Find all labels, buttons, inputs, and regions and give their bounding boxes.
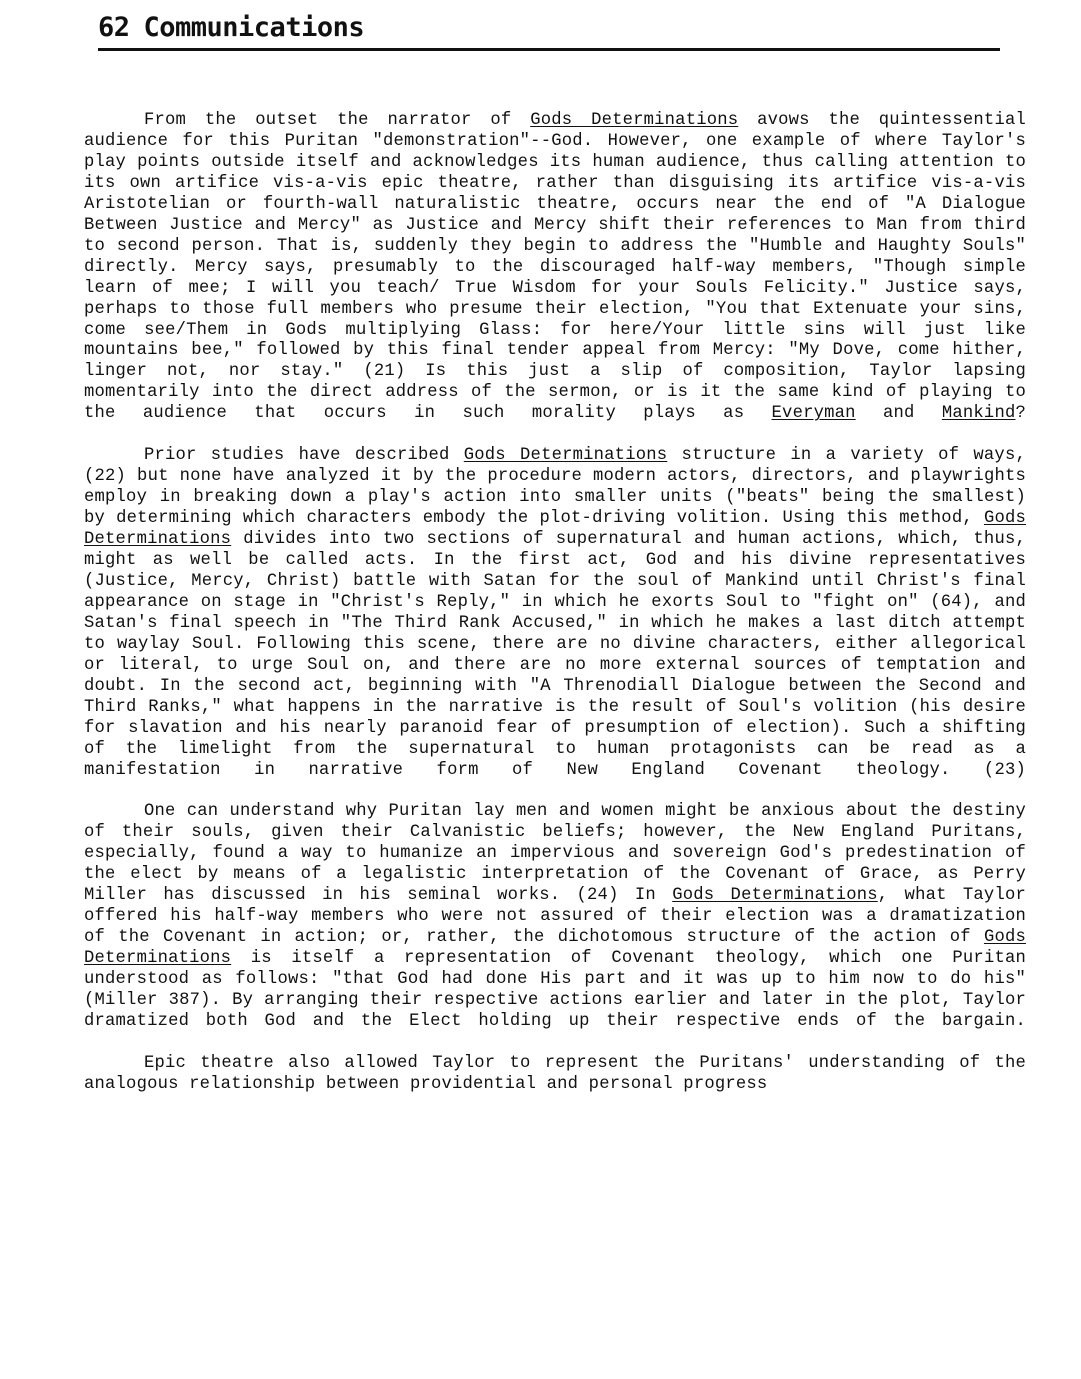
text-run: One can understand why Puritan lay men and women might be anxious about the destiny of their souls, given their Calvanistic beliefs; however, the New England Puritans, especially, found a way to humanize an impervious and sovereign God's predestination of the elect by means of a legalistic interpretation of the Covenant of Grace, as Perry Miller has discussed in his seminal works. (24) In: [84, 802, 1026, 906]
paragraph-3: [84, 802, 1026, 1032]
text-run: From the outset the narrator of: [144, 111, 531, 130]
text-run: is itself a representation of Covenant theology, which one Puritan understood as follows: "that God had done His part and it was up to him now to do his" (Miller 387). By arranging their respective actions earlier and later in the plot, Taylor dramatized both God and the Elect holding up their respective ends of the bargain.: [84, 949, 1026, 1031]
text-run: and: [855, 404, 942, 424]
article-body: [84, 111, 1026, 1117]
title-reference: Mankind: [941, 404, 1016, 424]
text-run: , what Taylor offered his half-way members who were not assured of their election was a dramatization of the Covenant in action; or, rather, the dichotomous structure of the action of: [84, 886, 1026, 948]
text-run: divides into two sections of supernatural and human actions, which, thus, might as well be called acts. In the first act, God and his divine representatives (Justice, Mercy, Christ) battle with Satan for the soul of Mankind until Christ's final appearance on stage in "Christ's Reply," in which he exorts Soul to "fight on" (64), and Satan's final speech in "The Third Rank Accused," in which he makes a last ditch attempt to waylay Soul. Following this scene, there are no divine characters, either allegorical or literal, to urge Soul on, and there are no more external sources of temptation and doubt. In the second act, beginning with "A Threnodiall Dialogue between the Second and Third Ranks," what happens in the narrative is the result of Soul's volition (his desire for slavation and his nearly paranoid fear of presumption of election). Such a shifting of the limelight from the supernatural to human protagonists can be read as a manifestation in narrative form of New England Covenant theology. (23): [84, 530, 1026, 780]
text-run: structure in a variety of ways, (22) but none have analyzed it by the procedure modern actors, directors, and playwrights employ in breaking down a play's action into smaller units ("beats" being the smallest) by determining which characters embody the plot-driving volition. Using this method,: [84, 446, 1026, 529]
title-reference: Gods Determinations: [530, 111, 739, 130]
title-reference: Gods Determinations: [672, 886, 878, 906]
paragraph-4: [84, 1054, 1026, 1096]
page-number: 62: [98, 12, 130, 43]
text-run: Prior studies have described: [144, 446, 464, 466]
journal-title: Communications: [143, 12, 365, 43]
text-run: Epic theatre also allowed Taylor to represent the Puritans' understanding of the analogous relationship between providential and personal progress: [84, 1053, 1026, 1094]
paragraph-2: [84, 446, 1026, 781]
running-header: [98, 10, 1000, 51]
text-run: avows the quintessential audience for this Puritan "demonstration"--God. However, one example of where Taylor's play points outside itself and acknowledges its human audience, thus calling attention to its own artifice vis-a-vis epic theatre, rather than disguising its artifice vis-a-vis Aristotelian or fourth-wall naturalistic theatre, occurs near the end of "A Dialogue Between Justice and Mercy" as Justice and Mercy shift their references to Man from third to second person. That is, suddenly they begin to address the "Humble and Haughty Souls" directly. Mercy says, presumably to the discouraged half-way members, "Though simple learn of mee; I will you teach/ True Wisdom for your Souls Felicity." Justice says, perhaps to those full members who presume their election, "You that Extenuate your sins, come see/Them in Gods multiplying Glass: for here/Your little sins will just like mountains bee," followed by this final tender appeal from Mercy: "My Dove, come hither, linger not, nor stay." (21) Is this just a slip of composition, Taylor lapsing momentarily into the direct address of the sermon, or is it the same kind of playing to the audience that occurs in such morality plays as: [84, 111, 1026, 424]
title-reference: Gods Determinations: [463, 446, 668, 466]
paragraph-1: [84, 111, 1026, 425]
title-reference: Everyman: [771, 404, 856, 424]
text-run: ?: [1015, 404, 1026, 424]
title-reference: Gods Determinations: [84, 509, 1026, 550]
title-reference: Gods Determinations: [84, 928, 1026, 969]
